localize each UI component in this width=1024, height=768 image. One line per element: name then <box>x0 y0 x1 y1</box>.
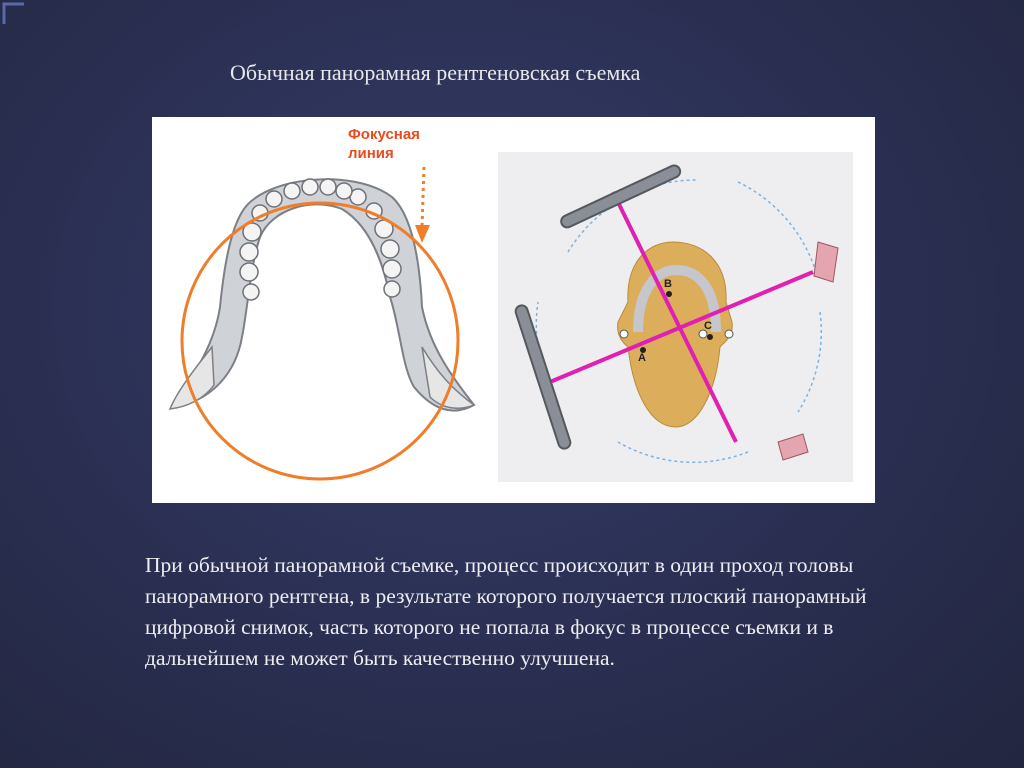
figure-panel <box>152 117 875 503</box>
left-condyle <box>170 347 214 409</box>
rotation-diagram-svg <box>498 152 853 482</box>
slide-title: Обычная панорамная рентгеновская съемка <box>230 60 641 85</box>
focus-label <box>348 125 420 163</box>
jaw-arch-illustration <box>152 117 492 503</box>
body-paragraph: При обычной панорамной съемке, процесс происходит в один проход головы панорамного рентгена, в результате которого получается плоский панорамный цифровой снимок, часть которого не попала в фокус в процессе съемки и в дальнейшем не может быть качественно улучшена. <box>145 553 867 670</box>
focus-arrow <box>422 167 424 227</box>
point-a-label: A <box>638 352 646 364</box>
focus-label-line2: линия <box>348 145 394 162</box>
point-c-label: C <box>704 320 712 332</box>
point-b-label: B <box>664 278 672 290</box>
rotation-diagram <box>498 152 853 482</box>
focus-label-line1: Фокусная <box>348 126 420 143</box>
corner-decoration <box>0 0 30 30</box>
